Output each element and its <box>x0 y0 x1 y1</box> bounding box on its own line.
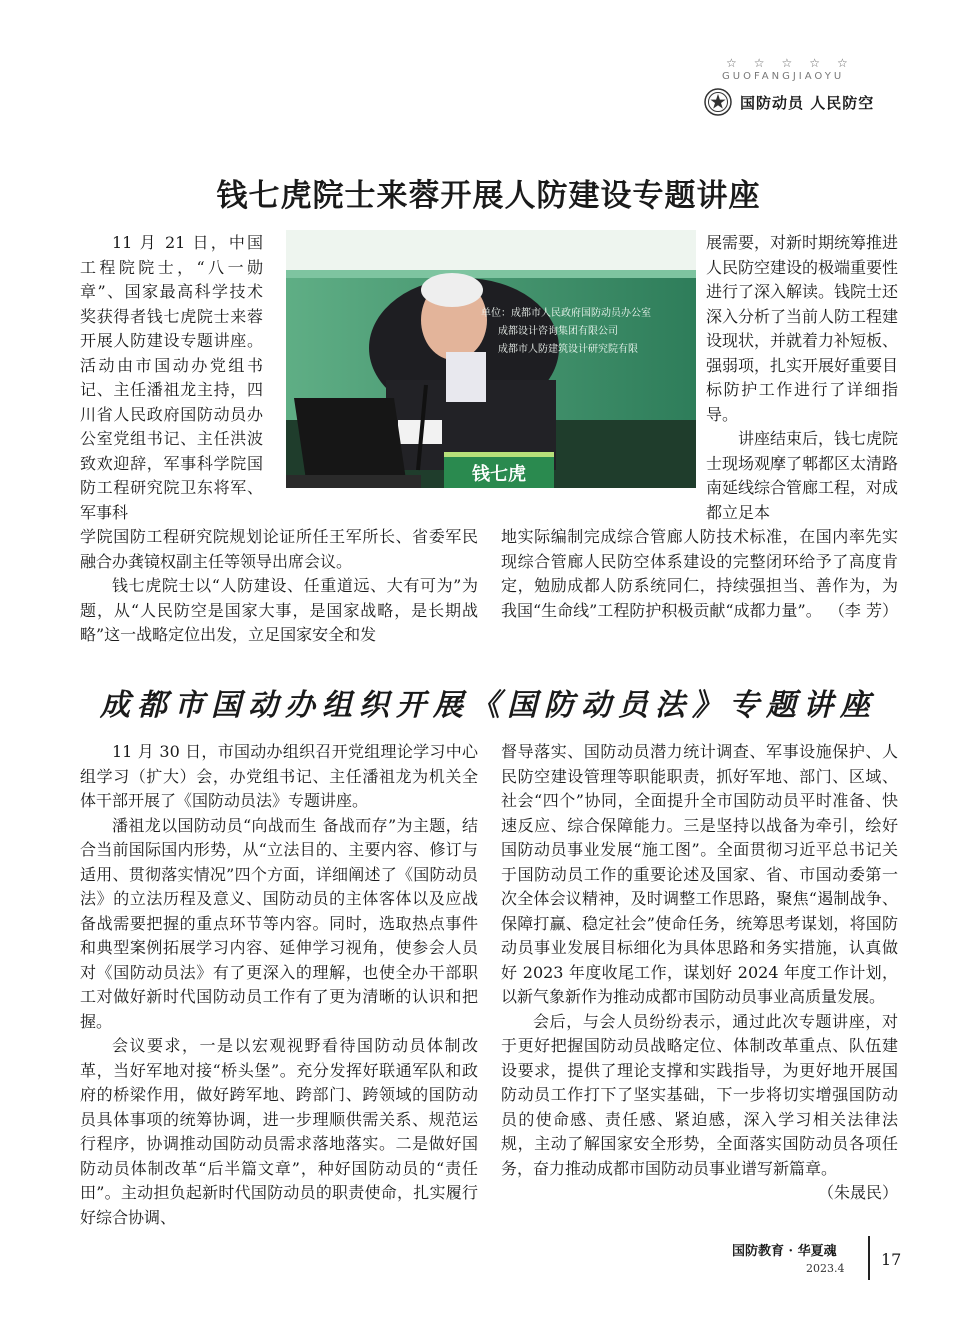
lecture-photo <box>286 230 696 488</box>
header-stars: ☆☆☆☆☆ <box>726 56 865 70</box>
emblem-icon <box>704 88 732 116</box>
article1-para-2: 钱七虎院士以“人防建设、任重道远、大有可为”为题，从“人民防空是国家大事，是国家战略，是长期战略”这一战略定位出发，立足国家安全和发 <box>80 576 478 644</box>
article1-byline: （李 芳） <box>828 600 898 620</box>
article1-right-top <box>706 231 898 525</box>
header-pinyin: GUOFANGJIAOYU <box>722 71 845 82</box>
article1-lead: 11 月 21 日，中国工程院院士，“八一勋章”、国家最高科学技术奖获得者钱七虎院士来蓉开展人防建设专题讲座。活动由市国动办党组书记、主任潘祖龙主持，四川省人民政府国防动员办公室党组书记、主任洪波致欢迎辞，军事科学院国防工程研究院卫东将军、军事科 <box>80 233 263 522</box>
page-number: 17 <box>881 1250 902 1269</box>
footer-divider <box>868 1236 870 1280</box>
article2-para-4: 会后，与会人员纷纷表示，通过此次专题讲座，对于更好把握国防动员战略定位、体制改革重点、队伍建设要求，提供了理论支撑和实践指导，为更好地开展国防动员工作打下了坚实基础，下一步将切实增强国防动员的使命感、责任感、紧迫感，深入学习相关法律法规，主动了解国家安全形势，全面落实国防动员各项任务，奋力推动成都市国防动员事业谱写新篇章。 <box>501 1011 898 1178</box>
article2-byline: （朱晟民） <box>817 1183 898 1202</box>
article2-left-column <box>80 740 478 1230</box>
photo-banner-line-3: 成都市人防建筑设计研究院有限 <box>498 344 638 355</box>
article1-right-bottom <box>501 525 898 623</box>
header-brand: 国防动员 人民防空 <box>740 94 875 112</box>
footer-issue: 2023.4 <box>806 1262 845 1275</box>
nameplate-text: 钱七虎 <box>472 464 526 485</box>
photo-banner-line-2: 成都设计咨询集团有限公司 <box>498 326 618 337</box>
article2-para-1: 11 月 30 日，市国动办组织召开党组理论学习中心组学习（扩大）会，办党组书记、主任潘祖龙为机关全体干部开展了《国防动员法》专题讲座。 <box>80 742 478 810</box>
footer-magazine-title: 国防教育 · 华夏魂 <box>732 1244 837 1259</box>
article2-para-3: 会议要求，一是以宏观视野看待国防动员体制改革，当好军地对接“桥头堡”。充分发挥好联通军队和政府的桥梁作用，做好跨军地、跨部门、跨领域的国防动员具体事项的统筹协调，进一步理顺供需关系、规范运行程序，协调推动国防动员需求落地落实。二是做好国防动员体制改革“后半篇文章”，种好国防动员的“责任田”。主动担负起新时代国防动员的职责使命，扎实履行好综合协调、 <box>80 1036 478 1227</box>
article1-para-2-cont: 展需要，对新时期统筹推进人民防空建设的极端重要性进行了深入解读。钱院士还深入分析了当前人防工程建设现状，并就着力补短板、强弱项，扎实开展好重要目标防护工作进行了详细指导。 <box>706 233 899 424</box>
article1-title: 钱七虎院士来蓉开展人防建设专题讲座 <box>216 178 761 214</box>
article2-para-3-cont: 督导落实、国防动员潜力统计调查、军事设施保护、人民防空建设管理等职能职责，抓好军地、部门、区域、社会“四个”协同，全面提升全市国防动员平时准备、快速反应、综合保障能力。三是坚持以战备为牵引，绘好国防动员事业发展“施工图”。全面贯彻习近平总书记关于国防动员工作的重要论述及国家、省、市国动委第一次全体会议精神，及时调整工作思路，聚焦“遏制战争、保障打赢、稳定社会”使命任务，统筹思考谋划，将国防动员事业发展目标细化为具体思路和务实措施，认真做好 2023 年度收尾工作，谋划好 2024 年度工作计划，以新气象新作为推动成都市国防动员事业高质量发展。 <box>501 742 898 1006</box>
photo-banner-line-1: 单位：成都市人民政府国防动员办公室 <box>481 308 651 319</box>
article1-lead-cont: 学院国防工程研究院规划论证所任王军所长、省委军民融合办龚镜权副主任等领导出席会议。 <box>80 527 478 571</box>
article2-title: 成都市国动办组织开展《国防动员法》专题讲座 <box>100 688 877 723</box>
article1-left-bottom <box>80 525 478 648</box>
article1-left-top <box>80 231 263 525</box>
article2-right-column <box>501 740 898 1206</box>
article1-para-3-cont: 地实际编制完成综合管廊人防技术标准，在国内率先实现综合管廊人民防空体系建设的完整闭环给予了高度肯定，勉励成都人防系统同仁，持续强担当、善作为，为我国“生命线”工程防护积极贡献“成都力量”。 <box>501 527 898 620</box>
article2-para-2: 潘祖龙以国防动员“向战而生 备战而存”为主题，结合当前国际国内形势，从“立法目的、主要内容、修订与适用、贯彻落实情况”四个方面，详细阐述了《国防动员法》的立法历程及意义、国防动员的主体客体以及应战备战需要把握的重点环节等内容。同时，选取热点事件和典型案例拓展学习内容、延伸学习视角，使参会人员对《国防动员法》有了更深入的理解，也使全办干部职工对做好新时代国防动员工作有了更为清晰的认识和把握。 <box>80 815 478 1031</box>
article1-para-3: 讲座结束后，钱七虎院士现场观摩了郫都区太清路南延线综合管廊工程，对成都立足本 <box>706 429 899 522</box>
